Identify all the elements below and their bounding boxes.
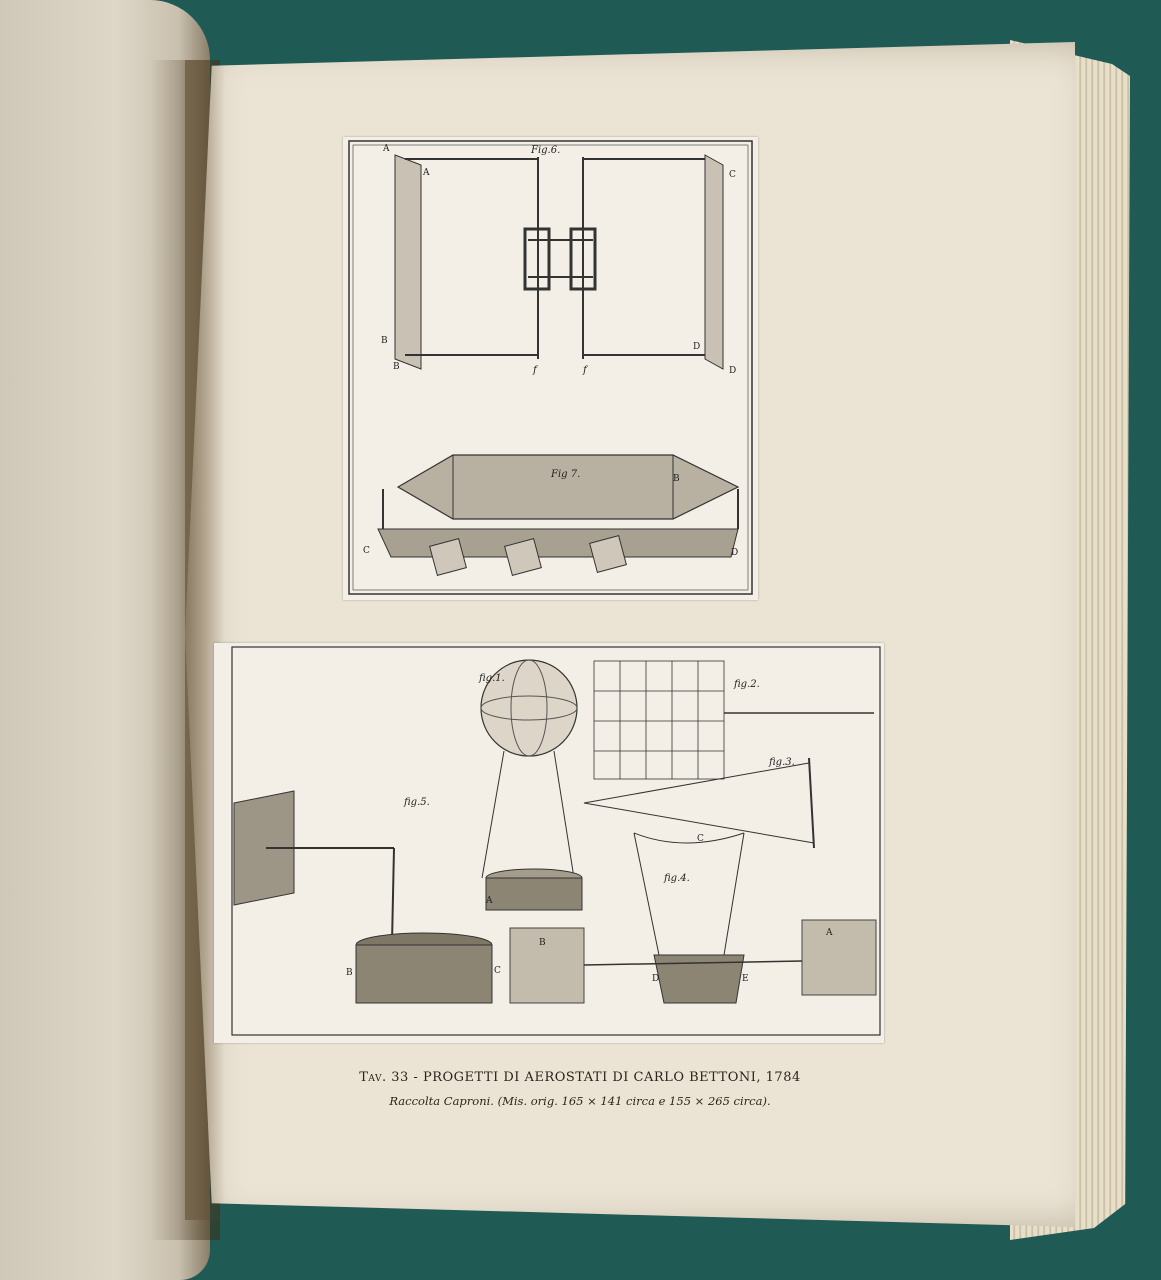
fig4-label: fig.4. — [664, 873, 690, 884]
fig5-label: fig.5. — [404, 797, 430, 808]
fig6-label: Fig.6. — [531, 145, 561, 156]
plate-caption-title — [230, 1070, 930, 1085]
letter-d1: D — [693, 342, 701, 352]
letter-b-airship: B — [673, 474, 680, 484]
fig1-label: fig.1. — [479, 673, 505, 684]
upper-engraving — [343, 137, 758, 600]
letter-a1: A — [383, 144, 390, 154]
book-gutter — [185, 60, 225, 1220]
lower-engraving — [214, 643, 884, 1043]
letter-b-panel: B — [539, 938, 546, 948]
letter-c-fig4: C — [697, 834, 704, 844]
letter-d-boat: D — [731, 548, 739, 558]
plate-caption-subtitle: Raccolta Caproni. (Mis. orig. 165 × 141 circa e 155 × 265 circa). — [389, 1094, 771, 1108]
letter-c1: C — [729, 170, 736, 180]
plate-number: Tav. 33 - — [359, 1070, 419, 1085]
fig2-label: fig.2. — [734, 679, 760, 690]
letter-c-basket5: C — [494, 966, 501, 976]
letter-a-basket1: A — [486, 896, 493, 906]
plate-title: PROGETTI DI AEROSTATI DI CARLO BETTONI, 1784 — [422, 1070, 801, 1085]
letter-d-fig4: D — [652, 974, 660, 984]
letter-b1: B — [381, 336, 388, 346]
letter-a-panel: A — [826, 928, 833, 938]
letter-b-basket5: B — [346, 968, 353, 978]
letter-e-fig4: E — [742, 974, 749, 984]
fig7-label: Fig 7. — [551, 469, 581, 480]
letter-b2: B — [393, 362, 400, 372]
fig3-label: fig.3. — [769, 757, 795, 768]
letter-d2: D — [729, 366, 737, 376]
letter-f2: f — [583, 365, 587, 376]
upper-engraving-drawing — [343, 137, 758, 600]
letter-a2: A — [423, 168, 430, 178]
lower-engraving-drawing — [214, 643, 884, 1043]
letter-f1: f — [533, 365, 537, 376]
letter-c-boat: C — [363, 546, 370, 556]
